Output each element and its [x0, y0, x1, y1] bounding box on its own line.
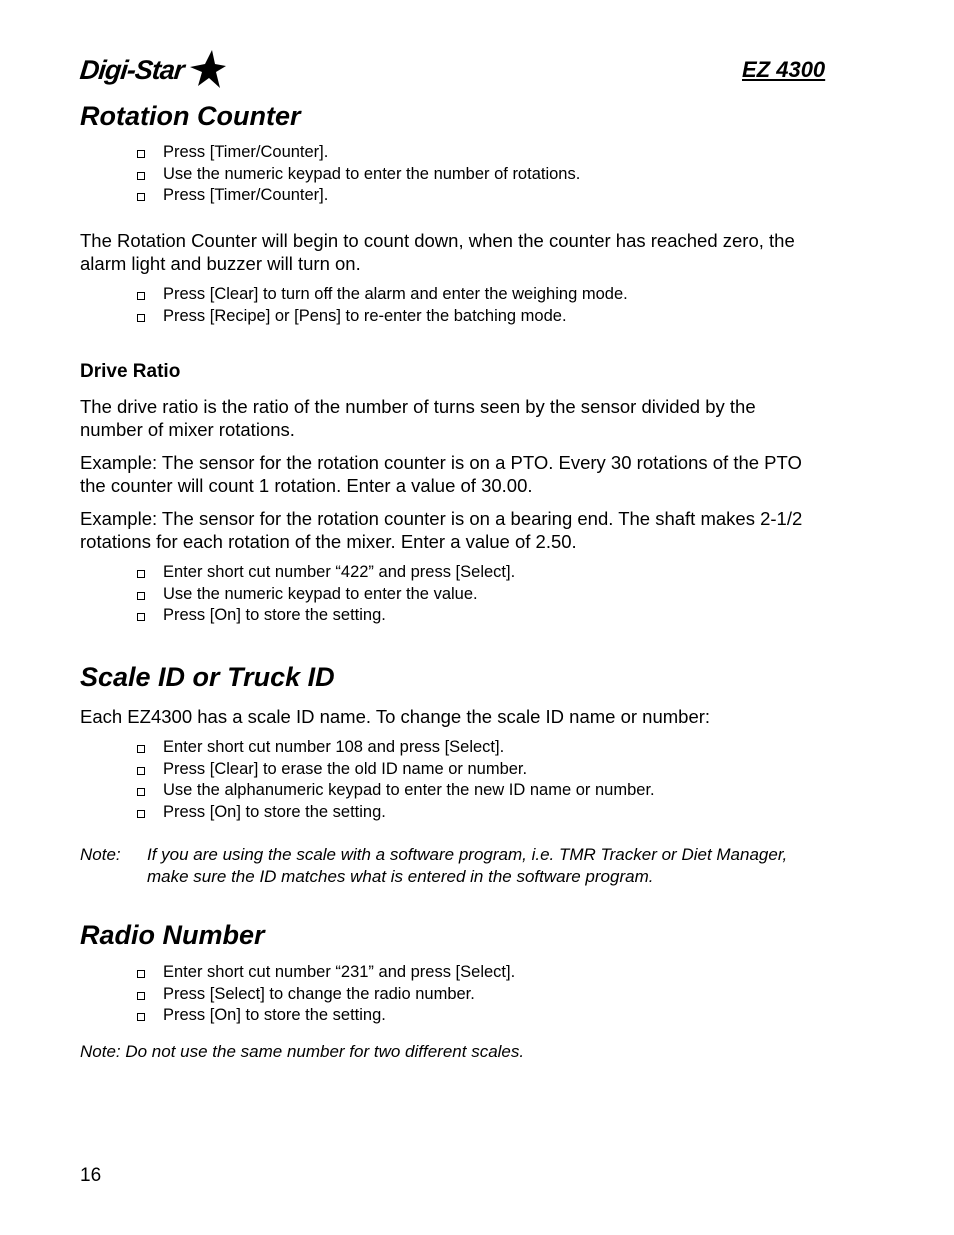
page-number: 16	[80, 1165, 102, 1186]
scale-id-paragraph: Each EZ4300 has a scale ID name. To change the scale ID name or number:	[80, 706, 711, 727]
rotation-counter-steps	[135, 142, 580, 207]
rotation-counter-paragraph: The Rotation Counter will begin to count down, when the counter has reached zero, the alarm light and buzzer will turn on.	[80, 230, 795, 274]
checkbox-bullet-icon	[137, 970, 145, 978]
checkbox-bullet-icon	[137, 314, 145, 322]
checkbox-bullet-icon	[137, 613, 145, 621]
note-body: If you are using the scale with a software program, i.e. TMR Tracker or Diet Manager, make sure the ID matches what is entered in the software program.	[147, 845, 788, 886]
list-item: Press [Clear] to turn off the alarm and enter the weighing mode.	[135, 284, 628, 306]
drive-ratio-example-2: Example: The sensor for the rotation counter is on a bearing end. The shaft makes 2-1/2 rotations for each rotation of the mixer. Enter a value of 2.50.	[80, 508, 803, 552]
drive-ratio-example-1: Example: The sensor for the rotation counter is on a PTO. Every 30 rotations of the PTO the counter will count 1 rotation. Enter a value of 30.00.	[80, 452, 802, 496]
list-item: Enter short cut number 108 and press [Select].	[135, 737, 655, 759]
radio-number-heading: Radio Number	[80, 920, 265, 950]
drive-ratio-heading: Drive Ratio	[80, 361, 181, 382]
list-item: Use the numeric keypad to enter the value.	[135, 584, 515, 606]
checkbox-bullet-icon	[137, 292, 145, 300]
scale-id-note	[80, 844, 840, 890]
checkbox-bullet-icon	[137, 788, 145, 796]
checkbox-bullet-icon	[137, 592, 145, 600]
checkbox-bullet-icon	[137, 193, 145, 201]
rotation-counter-steps-2	[135, 284, 628, 327]
list-item: Press [On] to store the setting.	[135, 605, 515, 627]
star-icon	[184, 50, 226, 90]
list-item: Enter short cut number “422” and press [Select].	[135, 562, 515, 584]
list-item: Press [Timer/Counter].	[135, 185, 580, 207]
checkbox-bullet-icon	[137, 1013, 145, 1021]
list-item: Enter short cut number “231” and press [Select].	[135, 962, 515, 984]
checkbox-bullet-icon	[137, 767, 145, 775]
rotation-counter-heading: Rotation Counter	[80, 101, 301, 131]
checkbox-bullet-icon	[137, 992, 145, 1000]
scale-id-steps	[135, 737, 655, 823]
radio-number-steps	[135, 962, 515, 1027]
list-item: Press [On] to store the setting.	[135, 1005, 515, 1027]
drive-ratio-steps	[135, 562, 515, 627]
checkbox-bullet-icon	[137, 570, 145, 578]
list-item: Press [Recipe] or [Pens] to re-enter the batching mode.	[135, 306, 628, 328]
checkbox-bullet-icon	[137, 172, 145, 180]
list-item: Press [Clear] to erase the old ID name or number.	[135, 759, 655, 781]
checkbox-bullet-icon	[137, 150, 145, 158]
drive-ratio-paragraph-1: The drive ratio is the ratio of the number of turns seen by the sensor divided by the number of mixer rotations.	[80, 396, 756, 440]
scale-id-heading: Scale ID or Truck ID	[80, 662, 335, 692]
checkbox-bullet-icon	[137, 745, 145, 753]
checkbox-bullet-icon	[137, 810, 145, 818]
list-item: Press [On] to store the setting.	[135, 802, 655, 824]
model-name: EZ 4300	[742, 57, 826, 82]
list-item: Use the alphanumeric keypad to enter the new ID name or number.	[135, 780, 655, 802]
radio-number-note: Note: Do not use the same number for two different scales.	[80, 1042, 525, 1061]
list-item: Press [Timer/Counter].	[135, 142, 580, 164]
list-item: Press [Select] to change the radio number.	[135, 984, 515, 1006]
list-item: Use the numeric keypad to enter the number of rotations.	[135, 164, 580, 186]
note-label: Note:	[80, 845, 121, 864]
digi-star-logo	[80, 50, 226, 90]
logo-text: Digi-Star	[78, 54, 186, 85]
